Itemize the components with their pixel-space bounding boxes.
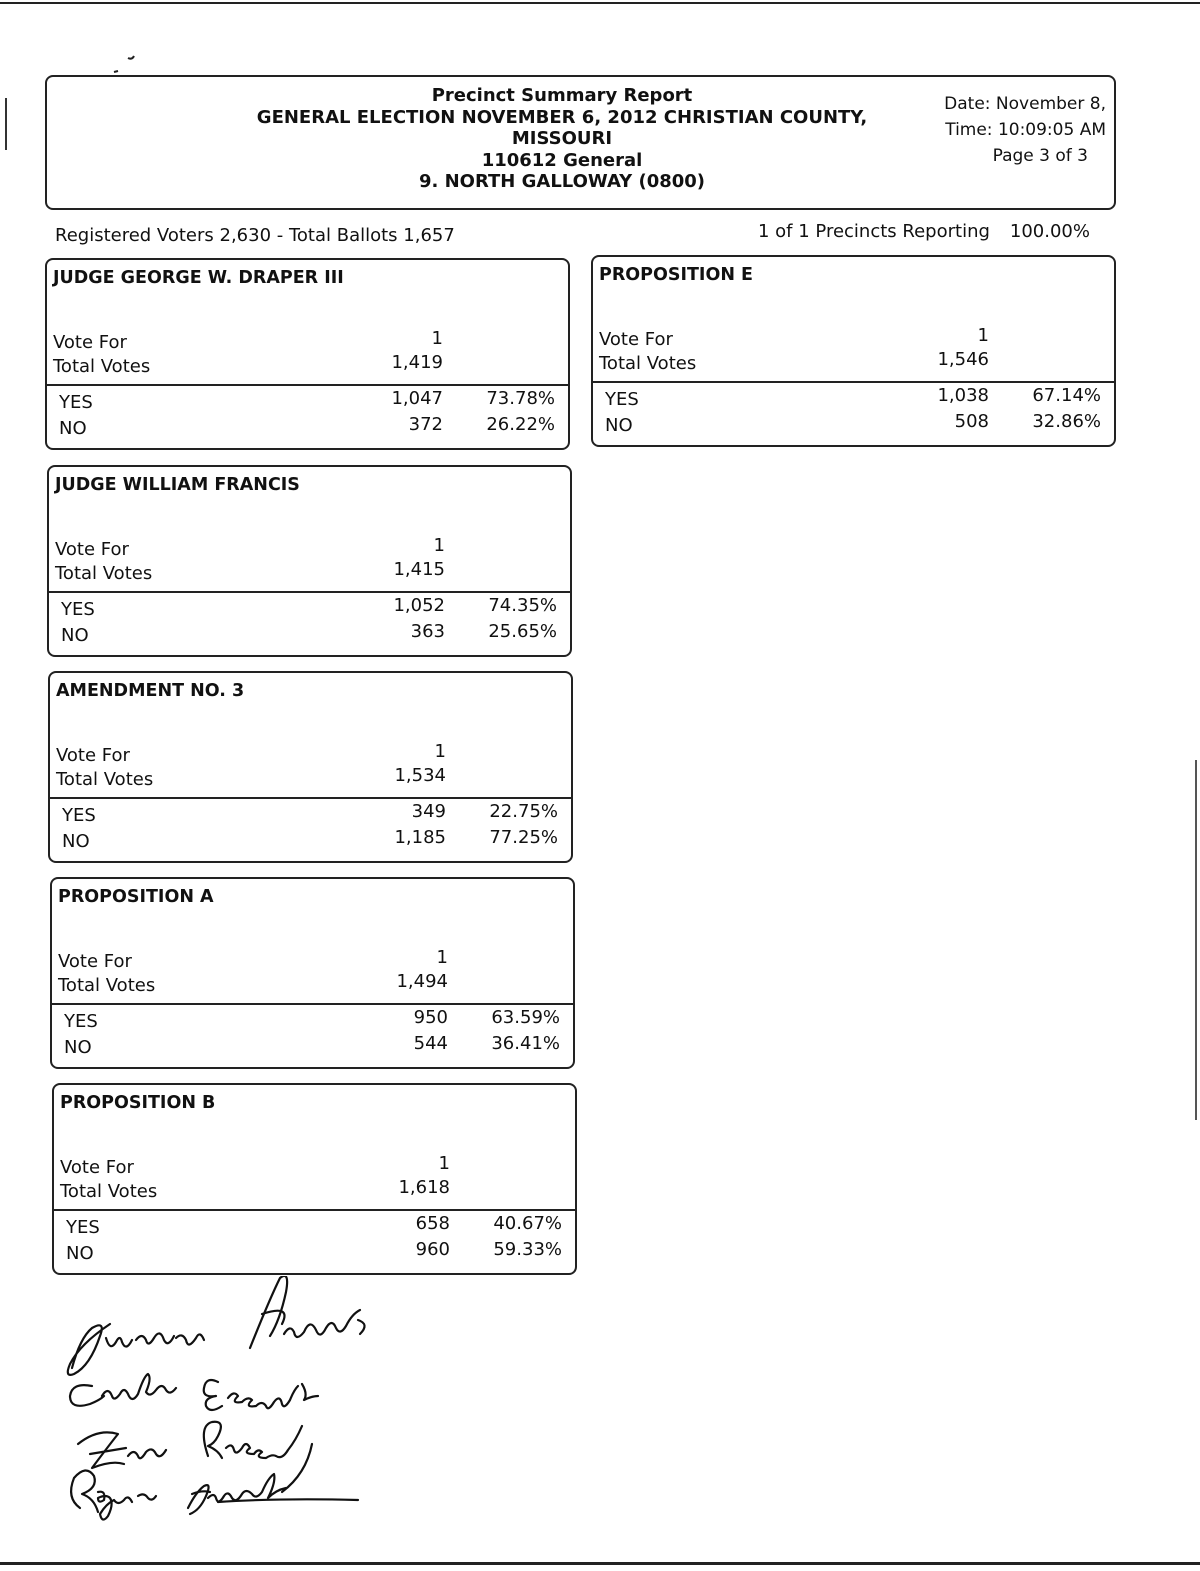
- choice-label: NO: [64, 1037, 92, 1058]
- report-title-line: GENERAL ELECTION NOVEMBER 6, 2012 CHRISTIAN COUNTY,: [256, 106, 868, 128]
- choice-label: YES: [61, 599, 95, 620]
- choice-percent: 36.41%: [491, 1033, 560, 1054]
- vote-for-value: 1: [438, 1153, 450, 1174]
- no-row: [52, 1035, 573, 1061]
- yes-row: [593, 387, 1114, 413]
- choice-label: YES: [64, 1011, 98, 1032]
- signature-2: [70, 1374, 318, 1410]
- report-meta: [906, 91, 1106, 169]
- vote-for-label: Vote For: [58, 951, 132, 972]
- precincts-reporting-pct: 100.00%: [1009, 221, 1090, 242]
- contest-divider: [593, 381, 1114, 383]
- choice-label: NO: [605, 415, 633, 436]
- handwritten-signatures: [58, 1276, 438, 1536]
- no-row: [54, 1241, 575, 1267]
- contest-box: [52, 1083, 577, 1275]
- vote-for-value: 1: [434, 741, 446, 762]
- scan-border-bottom: [0, 1562, 1200, 1565]
- precincts-reporting-label: 1 of 1 Precincts Reporting: [758, 221, 990, 242]
- report-header: [45, 75, 1116, 210]
- contest-title: AMENDMENT NO. 3: [56, 681, 245, 701]
- vote-for-label: Vote For: [60, 1157, 134, 1178]
- choice-percent: 59.33%: [493, 1239, 562, 1260]
- no-row: [47, 416, 568, 442]
- precincts-reporting: [758, 221, 1090, 242]
- contest-divider: [47, 384, 568, 386]
- total-votes-label: Total Votes: [56, 769, 154, 790]
- yes-row: [47, 390, 568, 416]
- report-title-line: MISSOURI: [511, 128, 613, 149]
- choice-votes: 1,038: [937, 385, 989, 406]
- total-votes-label: Total Votes: [55, 563, 153, 584]
- contest-box: [591, 255, 1116, 447]
- contest-divider: [52, 1003, 573, 1005]
- choice-votes: 1,052: [393, 595, 445, 616]
- contest-box: [48, 671, 573, 863]
- total-votes-value: 1,534: [394, 765, 446, 786]
- choice-label: YES: [605, 389, 639, 410]
- total-votes-label: Total Votes: [599, 353, 697, 374]
- report-title-line: 110612 General: [481, 149, 643, 171]
- report-title-line: 9. NORTH GALLOWAY (0800): [418, 171, 706, 192]
- total-votes-value: 1,419: [391, 352, 443, 373]
- choice-label: NO: [61, 625, 89, 646]
- choice-percent: 22.75%: [489, 801, 558, 822]
- contest-divider: [50, 797, 571, 799]
- choice-label: YES: [59, 392, 93, 413]
- choice-percent: 25.65%: [488, 621, 557, 642]
- contest-box: [45, 258, 570, 450]
- choice-label: YES: [66, 1217, 100, 1238]
- signature-3: [78, 1422, 312, 1492]
- contest-title: PROPOSITION E: [599, 265, 754, 285]
- choice-votes: 349: [411, 801, 446, 822]
- page-number: Page 3 of 3: [992, 146, 1088, 166]
- contest-box: [50, 877, 575, 1069]
- yes-row: [52, 1009, 573, 1035]
- scan-border-top: [0, 2, 1200, 4]
- yes-row: [50, 803, 571, 829]
- vote-for-label: Vote For: [55, 539, 129, 560]
- report-time: Time: 10:09:05 AM: [945, 120, 1106, 140]
- choice-percent: 26.22%: [486, 414, 555, 435]
- scan-edge-mark: [1195, 760, 1197, 1120]
- no-row: [50, 829, 571, 855]
- no-row: [49, 623, 570, 649]
- registered-voters-line: Registered Voters 2,630 - Total Ballots 1,657: [55, 225, 455, 246]
- yes-row: [54, 1215, 575, 1241]
- report-title: [247, 85, 877, 193]
- vote-for-value: 1: [433, 535, 445, 556]
- contest-divider: [49, 591, 570, 593]
- choice-percent: 40.67%: [493, 1213, 562, 1234]
- choice-label: NO: [66, 1243, 94, 1264]
- choice-votes: 508: [954, 411, 989, 432]
- choice-votes: 658: [415, 1213, 450, 1234]
- vote-for-value: 1: [977, 325, 989, 346]
- total-votes-label: Total Votes: [53, 356, 151, 377]
- no-row: [593, 413, 1114, 439]
- choice-label: NO: [59, 418, 87, 439]
- contest-divider: [54, 1209, 575, 1211]
- total-votes-label: Total Votes: [60, 1181, 158, 1202]
- scan-edge-mark: [5, 98, 7, 150]
- choice-percent: 63.59%: [491, 1007, 560, 1028]
- choice-percent: 32.86%: [1032, 411, 1101, 432]
- choice-percent: 73.78%: [486, 388, 555, 409]
- total-votes-value: 1,618: [398, 1177, 450, 1198]
- total-votes-value: 1,494: [396, 971, 448, 992]
- contest-box: [47, 465, 572, 657]
- contest-title: PROPOSITION B: [60, 1093, 216, 1113]
- choice-votes: 363: [410, 621, 445, 642]
- vote-for-label: Vote For: [599, 329, 673, 350]
- signature-4: [71, 1470, 358, 1519]
- total-votes-value: 1,415: [393, 559, 445, 580]
- report-date: Date: November 8,: [944, 94, 1106, 114]
- choice-votes: 1,185: [394, 827, 446, 848]
- choice-votes: 1,047: [391, 388, 443, 409]
- total-votes-value: 1,546: [937, 349, 989, 370]
- choice-percent: 77.25%: [489, 827, 558, 848]
- choice-percent: 74.35%: [488, 595, 557, 616]
- yes-row: [49, 597, 570, 623]
- choice-votes: 960: [415, 1239, 450, 1260]
- choice-votes: 950: [413, 1007, 448, 1028]
- vote-for-value: 1: [431, 328, 443, 349]
- total-votes-label: Total Votes: [58, 975, 156, 996]
- choice-votes: 372: [408, 414, 443, 435]
- report-title-line: Precinct Summary Report: [431, 85, 693, 106]
- vote-for-value: 1: [436, 947, 448, 968]
- choice-label: YES: [62, 805, 96, 826]
- signature-1: [68, 1276, 365, 1375]
- choice-percent: 67.14%: [1032, 385, 1101, 406]
- vote-for-label: Vote For: [56, 745, 130, 766]
- choice-label: NO: [62, 831, 90, 852]
- contest-title: JUDGE WILLIAM FRANCIS: [55, 475, 300, 495]
- choice-votes: 544: [413, 1033, 448, 1054]
- contest-title: PROPOSITION A: [58, 887, 214, 907]
- contest-title: JUDGE GEORGE W. DRAPER III: [53, 268, 344, 288]
- vote-for-label: Vote For: [53, 332, 127, 353]
